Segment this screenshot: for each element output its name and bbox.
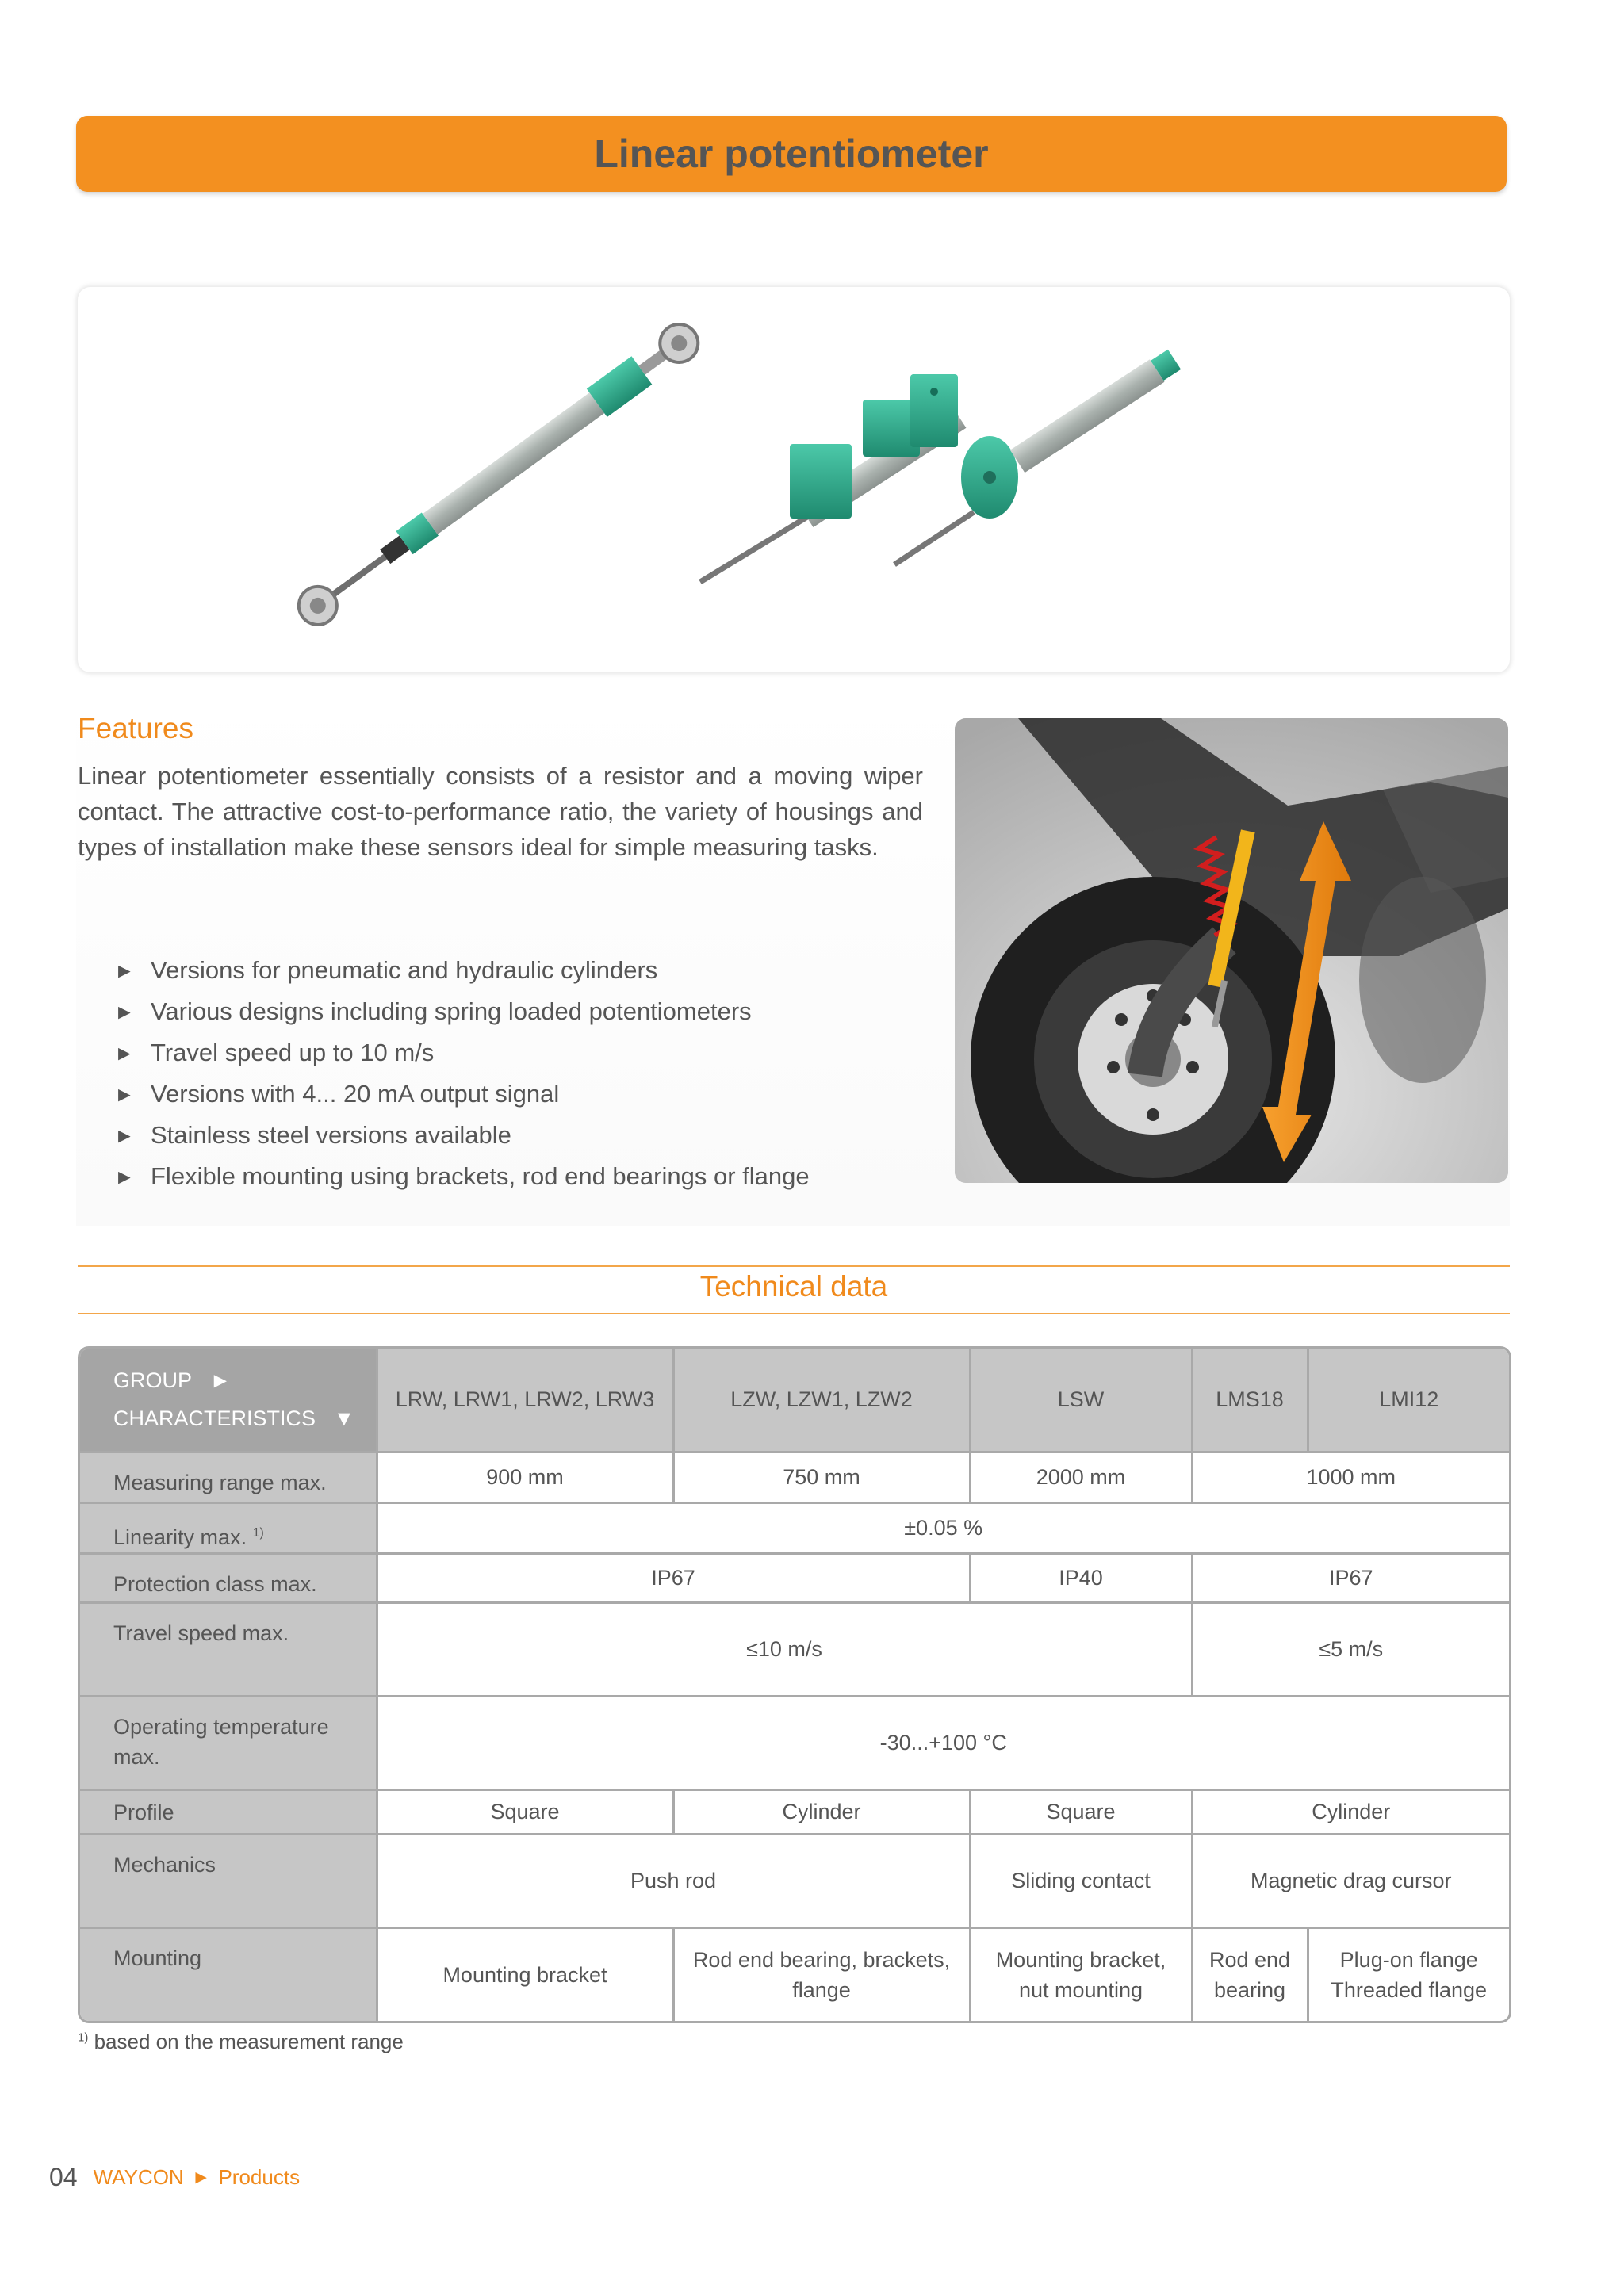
- motorcycle-suspension-image: [955, 718, 1508, 1183]
- footer-brand-link[interactable]: WAYCON: [93, 2165, 184, 2189]
- list-item: ► Travel speed up to 10 m/s: [114, 1039, 435, 1066]
- linear-potentiometer-product-image: [78, 287, 1510, 672]
- row-label: Linearity max. $^{1)}$: [80, 1502, 377, 1553]
- technical-data-table: [78, 1346, 1511, 2023]
- table-cell: 2000 mm: [970, 1452, 1192, 1502]
- table-cell: ≤5 m/s: [1192, 1602, 1509, 1696]
- arrow-right-icon: ►: [114, 999, 135, 1024]
- table-cell: Magnetic drag cursor: [1192, 1834, 1509, 1927]
- row-label: Protection class max.: [80, 1553, 377, 1602]
- row-label: Mechanics: [80, 1834, 377, 1927]
- arrow-right-icon: ►: [114, 958, 135, 982]
- table-row: [80, 1834, 1509, 1927]
- table-cell: 900 mm: [377, 1452, 673, 1502]
- page-title: Linear potentiometer: [594, 132, 989, 176]
- table-row: [80, 1502, 1509, 1553]
- sensor-rod-end-version: [291, 316, 706, 632]
- footnote: $^{1)}$ based on the measurement range: [78, 2030, 404, 2053]
- table-cell: IP67: [377, 1553, 970, 1602]
- table-cell: ≤10 m/s: [377, 1602, 1192, 1696]
- table-cell: ±0.05 %: [377, 1502, 1509, 1553]
- table-cell: Cylinder: [673, 1789, 970, 1834]
- list-item: ► Versions with 4... 20 mA output signal: [114, 1080, 560, 1108]
- arrow-right-icon: ►: [114, 1123, 135, 1147]
- arrow-right-icon: ►: [191, 2166, 211, 2188]
- table-cell: Cylinder: [1192, 1789, 1509, 1834]
- technical-data-heading: Technical data: [699, 1270, 888, 1303]
- row-label: Operating temperature max.: [80, 1696, 377, 1789]
- table-cell: Push rod: [377, 1834, 970, 1927]
- table-cell: IP67: [1192, 1553, 1509, 1602]
- table-cell: Square: [970, 1789, 1192, 1834]
- table-row: [80, 1452, 1509, 1502]
- list-item: ► Flexible mounting using brackets, rod end bearings or flange: [114, 1162, 810, 1190]
- footer-section-link[interactable]: Products: [218, 2165, 301, 2189]
- table-cell: Plug-on flange Threaded flange: [1308, 1927, 1509, 2021]
- column-header: LMI12: [1308, 1349, 1509, 1452]
- arrow-right-icon: ►: [114, 1081, 135, 1106]
- arrow-right-icon: ►: [114, 1164, 135, 1188]
- table-cell: -30...+100 °C: [377, 1696, 1509, 1789]
- table-cell: Rod end bearing: [1192, 1927, 1308, 2021]
- footnote-mark: 1): [252, 1525, 264, 1540]
- arrow-down-icon: ▼: [333, 1406, 355, 1431]
- table-row: [80, 1602, 1509, 1696]
- features-description: Linear potentiometer essentially consists of a resistor and a moving wiper contact. The attractive cost-to-performance ratio, the variety of housings and types of installation make these sensors ideal for simple measuring tasks.: [78, 762, 923, 861]
- sensor-bracket-version: [700, 374, 966, 582]
- arrow-right-icon: ►: [209, 1368, 232, 1393]
- row-label: Profile: [80, 1789, 377, 1834]
- divider: [78, 1313, 1510, 1314]
- divider: [78, 1265, 1510, 1267]
- table-cell: Mounting bracket: [377, 1927, 673, 2021]
- table-header-row: [80, 1349, 1509, 1452]
- title-bar: [76, 116, 1507, 192]
- column-header: LRW, LRW1, LRW2, LRW3: [377, 1349, 673, 1452]
- column-header: LZW, LZW1, LZW2: [673, 1349, 970, 1452]
- table-cell: Rod end bearing, brackets, flange: [673, 1927, 970, 2021]
- row-label: Travel speed max.: [80, 1602, 377, 1696]
- page-footer: [49, 2163, 300, 2192]
- page-number: 04: [49, 2163, 78, 2191]
- row-label: Measuring range max.: [80, 1452, 377, 1502]
- footnote-mark: 1): [78, 2030, 89, 2045]
- table-cell: 1000 mm: [1192, 1452, 1509, 1502]
- list-item: ► Versions for pneumatic and hydraulic cylinders: [114, 956, 658, 984]
- table-row: [80, 1927, 1509, 2021]
- features-list: [114, 950, 810, 1197]
- table-cell: Square: [377, 1789, 673, 1834]
- table-row: [80, 1789, 1509, 1834]
- table-cell: IP40: [970, 1553, 1192, 1602]
- group-characteristics-header: GROUP ► CHARACTERISTICS ▼: [80, 1349, 377, 1452]
- list-item: ► Various designs including spring loaded potentiometers: [114, 997, 752, 1025]
- table-row: [80, 1553, 1509, 1602]
- arrow-right-icon: ►: [114, 1040, 135, 1065]
- table-cell: 750 mm: [673, 1452, 970, 1502]
- product-image-panel: [78, 287, 1510, 672]
- list-item: ► Stainless steel versions available: [114, 1121, 511, 1149]
- column-header: LMS18: [1192, 1349, 1308, 1452]
- column-header: LSW: [970, 1349, 1192, 1452]
- table-cell: Mounting bracket, nut mounting: [970, 1927, 1192, 2021]
- table-cell: Sliding contact: [970, 1834, 1192, 1927]
- table-row: [80, 1696, 1509, 1789]
- row-label: Mounting: [80, 1927, 377, 2021]
- features-heading: Features: [78, 712, 194, 744]
